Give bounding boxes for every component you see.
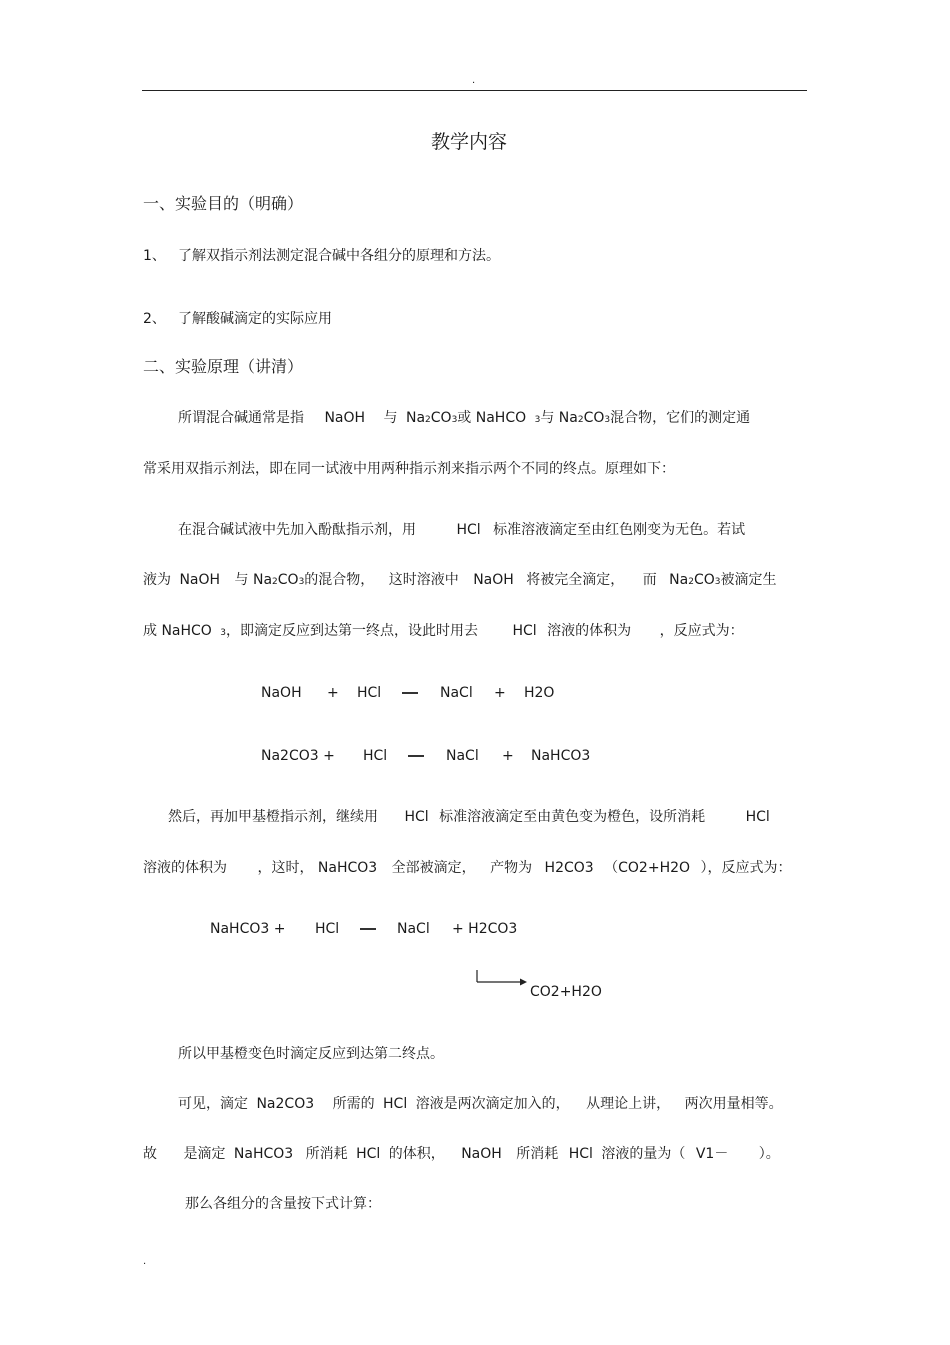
paragraph-5-line-2 — [143, 1145, 780, 1163]
text-run: HCl — [404, 809, 429, 825]
equation-1-plus: + — [494, 685, 506, 701]
text-run: ，反应式为： — [659, 623, 744, 639]
text-run: （CO2+H2O — [604, 860, 691, 876]
text-run: NaHCO — [475, 410, 527, 426]
subscript: 3 — [451, 415, 458, 425]
equation-2-plus: + — [502, 748, 514, 764]
equation-1-h2o: H2O — [524, 685, 555, 701]
text-run: 所谓混合碱通常是指 — [178, 410, 304, 426]
text-run: Na2CO3 — [256, 1096, 315, 1112]
text-run: Na — [405, 410, 426, 426]
subscript: 2 — [425, 415, 431, 425]
equation-1-nacl: NaCl — [440, 685, 473, 701]
text-run: Na — [252, 572, 273, 588]
paragraph-2-line-3 — [143, 622, 744, 642]
text-run: HCl — [512, 623, 537, 639]
section-heading-objectives: 一、实验目的（明确） — [143, 194, 304, 213]
equation-3-co2-h2o: CO2+H2O — [530, 984, 602, 1000]
subscript: 2 — [688, 577, 694, 587]
text-run: NaOH — [461, 1146, 502, 1162]
text-run: 故 — [143, 1146, 157, 1162]
text-run: Na — [558, 410, 578, 426]
text-run: ），反应式为： — [700, 860, 792, 876]
subscript: 3 — [534, 415, 541, 425]
text-run: 是滴定 — [183, 1146, 226, 1162]
equation-1-plus: + — [327, 685, 339, 701]
text-run: NaHCO — [161, 623, 212, 639]
text-run: 被滴定生 — [720, 572, 777, 588]
equation-2-hcl: HCl — [363, 748, 388, 764]
text-run: 然后，再加甲基橙指示剂，继续用 — [168, 809, 378, 825]
text-run: 在混合碱试液中先加入酚酞指示剂，用 — [178, 522, 416, 538]
text-run: 与 — [383, 410, 398, 426]
text-run: 从理论上讲， — [586, 1096, 671, 1112]
text-run: 而 — [642, 572, 657, 588]
paragraph-1-line-2: 常采用双指示剂法，即在同一试液中用两种指示剂来指示两个不同的终点。原理如下： — [143, 461, 675, 477]
text-run: NaHCO3 — [317, 860, 378, 876]
text-run: 成 — [143, 623, 157, 639]
text-run: ，这时， — [257, 860, 314, 876]
text-run: HCl — [745, 809, 770, 825]
subscript: 3 — [604, 415, 611, 425]
paragraph-1-line-1 — [178, 409, 750, 429]
text-run: NaHCO3 — [233, 1146, 294, 1162]
equation-3-yields-sign — [360, 928, 376, 930]
text-run: 产物为 — [490, 860, 533, 876]
text-run: 与 — [540, 410, 555, 426]
paragraph-2-line-2 — [143, 571, 777, 591]
text-run: HCl — [356, 1146, 381, 1162]
text-run: HCl — [456, 522, 481, 538]
footer-dot: . — [143, 1256, 147, 1267]
equation-2-nacl: NaCl — [446, 748, 479, 764]
text-run: CO — [693, 572, 715, 588]
equation-1-hcl: HCl — [357, 685, 382, 701]
paragraph-5-line-1 — [178, 1095, 783, 1113]
subscript: 3 — [220, 628, 227, 638]
objective-2-number: 2、 — [143, 311, 166, 327]
header-rule — [142, 90, 807, 91]
text-run: 这时溶液中 — [388, 572, 459, 588]
objective-1-number: 1、 — [143, 248, 166, 264]
subscript: 2 — [272, 577, 278, 587]
text-run: NaOH — [324, 410, 366, 426]
paragraph-6: 那么各组分的含量按下式计算： — [185, 1196, 381, 1212]
objective-2-text: 了解酸碱滴定的实际应用 — [178, 311, 332, 327]
text-run: 所需的 — [332, 1096, 375, 1112]
text-run: CO — [430, 410, 452, 426]
text-run: 的体积， — [388, 1146, 445, 1162]
header-dot: . — [472, 75, 476, 86]
paragraph-4: 所以甲基橙变色时滴定反应到达第二终点。 — [178, 1046, 444, 1062]
text-run: 标准溶液滴定至由红色刚变为无色。若试 — [493, 522, 746, 538]
equation-3-nacl: NaCl — [397, 921, 430, 937]
subscript: 3 — [714, 577, 721, 587]
text-run: CO — [277, 572, 299, 588]
text-run: 或 — [457, 410, 472, 426]
equation-3-h2co3: + H2CO3 — [452, 921, 518, 937]
equation-3-hcl: HCl — [315, 921, 340, 937]
text-run: 标准溶液滴定至由黄色变为橙色，设所消耗 — [439, 809, 706, 825]
text-run: 液为 — [143, 572, 171, 588]
text-run: 所消耗 — [305, 1146, 348, 1162]
text-run: NaOH — [473, 572, 514, 588]
paragraph-3-line-1 — [168, 808, 770, 826]
paragraph-2-line-1 — [178, 521, 745, 539]
text-run: NaOH — [179, 572, 221, 588]
text-run: 与 — [234, 572, 249, 588]
paragraph-3-line-2 — [143, 859, 791, 877]
text-run: 将被完全滴定， — [526, 572, 625, 588]
equation-2-na2co3: Na2CO3 + — [261, 748, 335, 764]
text-run: H2CO3 — [544, 860, 594, 876]
subscript: 3 — [298, 577, 305, 587]
page-title: 教学内容 — [431, 131, 508, 153]
equation-2-nahco3: NaHCO3 — [531, 748, 591, 764]
text-run: 溶液的体积为 — [547, 623, 632, 639]
text-run: 溶液的体积为 — [143, 860, 227, 876]
subscript: 2 — [577, 415, 584, 425]
equation-3-nahco3: NaHCO3 + — [210, 921, 286, 937]
text-run: 所消耗 — [516, 1146, 559, 1162]
text-run: ，即滴定反应到达第一终点，设此时用去 — [226, 623, 479, 639]
equation-1-yields-sign — [402, 692, 418, 694]
objective-1-text: 了解双指示剂法测定混合碱中各组分的原理和方法。 — [178, 248, 500, 264]
equation-1-naoh: NaOH — [261, 685, 302, 701]
text-run: HCl — [383, 1096, 408, 1112]
section-heading-principle: 二、实验原理（讲清） — [143, 357, 304, 376]
text-run: 可见，滴定 — [178, 1096, 248, 1112]
text-run: ）。 — [758, 1146, 780, 1162]
text-run: V1－ — [695, 1146, 729, 1162]
text-run: 的混合物， — [304, 572, 375, 588]
decomposition-arrow-icon — [474, 968, 530, 992]
text-run: 两次用量相等。 — [684, 1096, 783, 1112]
text-run: CO — [583, 410, 605, 426]
equation-2-yields-sign — [408, 755, 424, 757]
text-run: Na — [669, 572, 689, 588]
text-run: 溶液的量为（ — [601, 1146, 686, 1162]
text-run: 溶液是两次滴定加入的， — [415, 1096, 570, 1112]
text-run: 混合物，它们的测定通 — [610, 410, 751, 426]
text-run: 全部被滴定， — [391, 860, 476, 876]
text-run: HCl — [568, 1146, 593, 1162]
